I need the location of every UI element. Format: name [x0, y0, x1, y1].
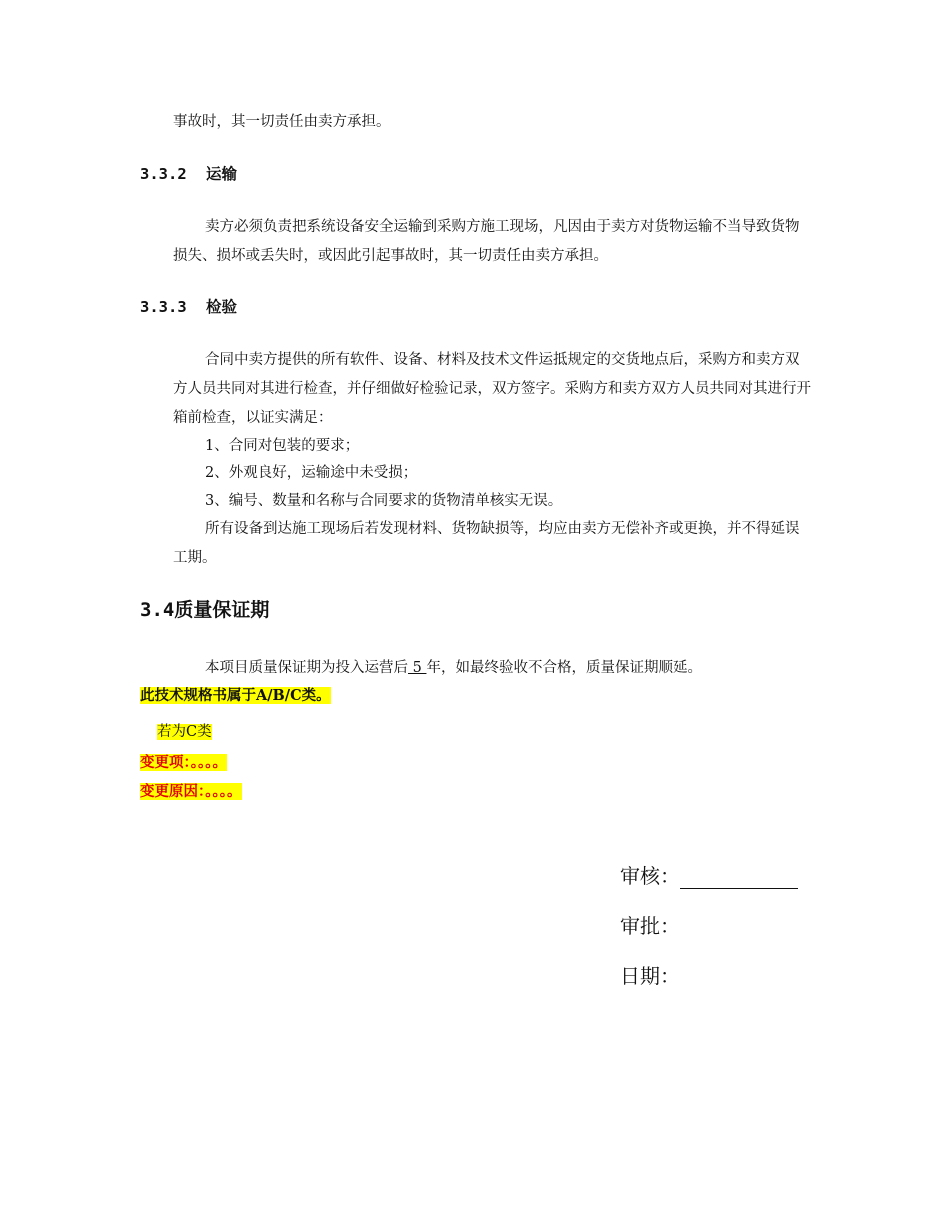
if-c-line	[157, 722, 212, 742]
if-c-text: 若为C类	[157, 724, 212, 740]
section-3-4-heading: 3.4质量保证期	[140, 599, 270, 621]
review-signoff	[620, 860, 798, 889]
change-reason-line	[140, 782, 242, 802]
classification-text: 此技术规格书属于A/B/C类。	[140, 687, 331, 704]
change-item-text: 变更项：。。。。	[140, 754, 227, 771]
inspection-item-1: 1、合同对包装的要求；	[205, 438, 360, 454]
review-label: 审核：	[620, 864, 680, 888]
warranty-paragraph	[205, 654, 702, 683]
section-3-3-3-heading	[140, 295, 237, 317]
warranty-text-before: 本项目质量保证期为投入运营后	[205, 660, 408, 676]
change-item-line	[140, 753, 227, 773]
section-title: 运输	[206, 165, 238, 183]
approve-signoff	[620, 910, 680, 939]
warranty-text-after: 年，如最终验收不合格，质量保证期顺延。	[426, 660, 702, 676]
approve-label: 审批：	[620, 914, 680, 938]
section-3-3-2-heading	[140, 162, 237, 184]
review-signature-line	[680, 866, 798, 889]
section-title: 检验	[206, 298, 238, 316]
transport-paragraph: 卖方必须负责把系统设备安全运输到采购方施工现场，凡因由于卖方对货物运输不当导致货物损失、损坏或丢失时，或因此引起事故时，其一切责任由卖方承担。	[173, 219, 800, 264]
section-number: 3.3.2	[140, 165, 187, 183]
inspection-item-2: 2、外观良好，运输途中未受损；	[205, 465, 418, 481]
warranty-years: 5	[408, 660, 427, 676]
inspection-paragraph: 合同中卖方提供的所有软件、设备、材料及技术文件运抵规定的交货地点后，采购方和卖方双方人员共同对其进行检查，并仔细做好检验记录，双方签字。采购方和卖方双方人员共同对其进行开箱前检查，以证实满足：	[173, 352, 811, 426]
date-signoff	[620, 960, 680, 989]
section-number: 3.3.3	[140, 298, 187, 316]
continued-text: 事故时，其一切责任由卖方承担。	[173, 114, 391, 130]
change-reason-text: 变更原因：。。。。	[140, 783, 242, 800]
date-label: 日期：	[620, 964, 680, 988]
classification-line	[140, 686, 331, 706]
inspection-item-3: 3、编号、数量和名称与合同要求的货物清单核实无误。	[205, 493, 563, 509]
damage-paragraph: 所有设备到达施工现场后若发现材料、货物缺损等，均应由卖方无偿补齐或更换，并不得延误工期。	[173, 521, 800, 566]
